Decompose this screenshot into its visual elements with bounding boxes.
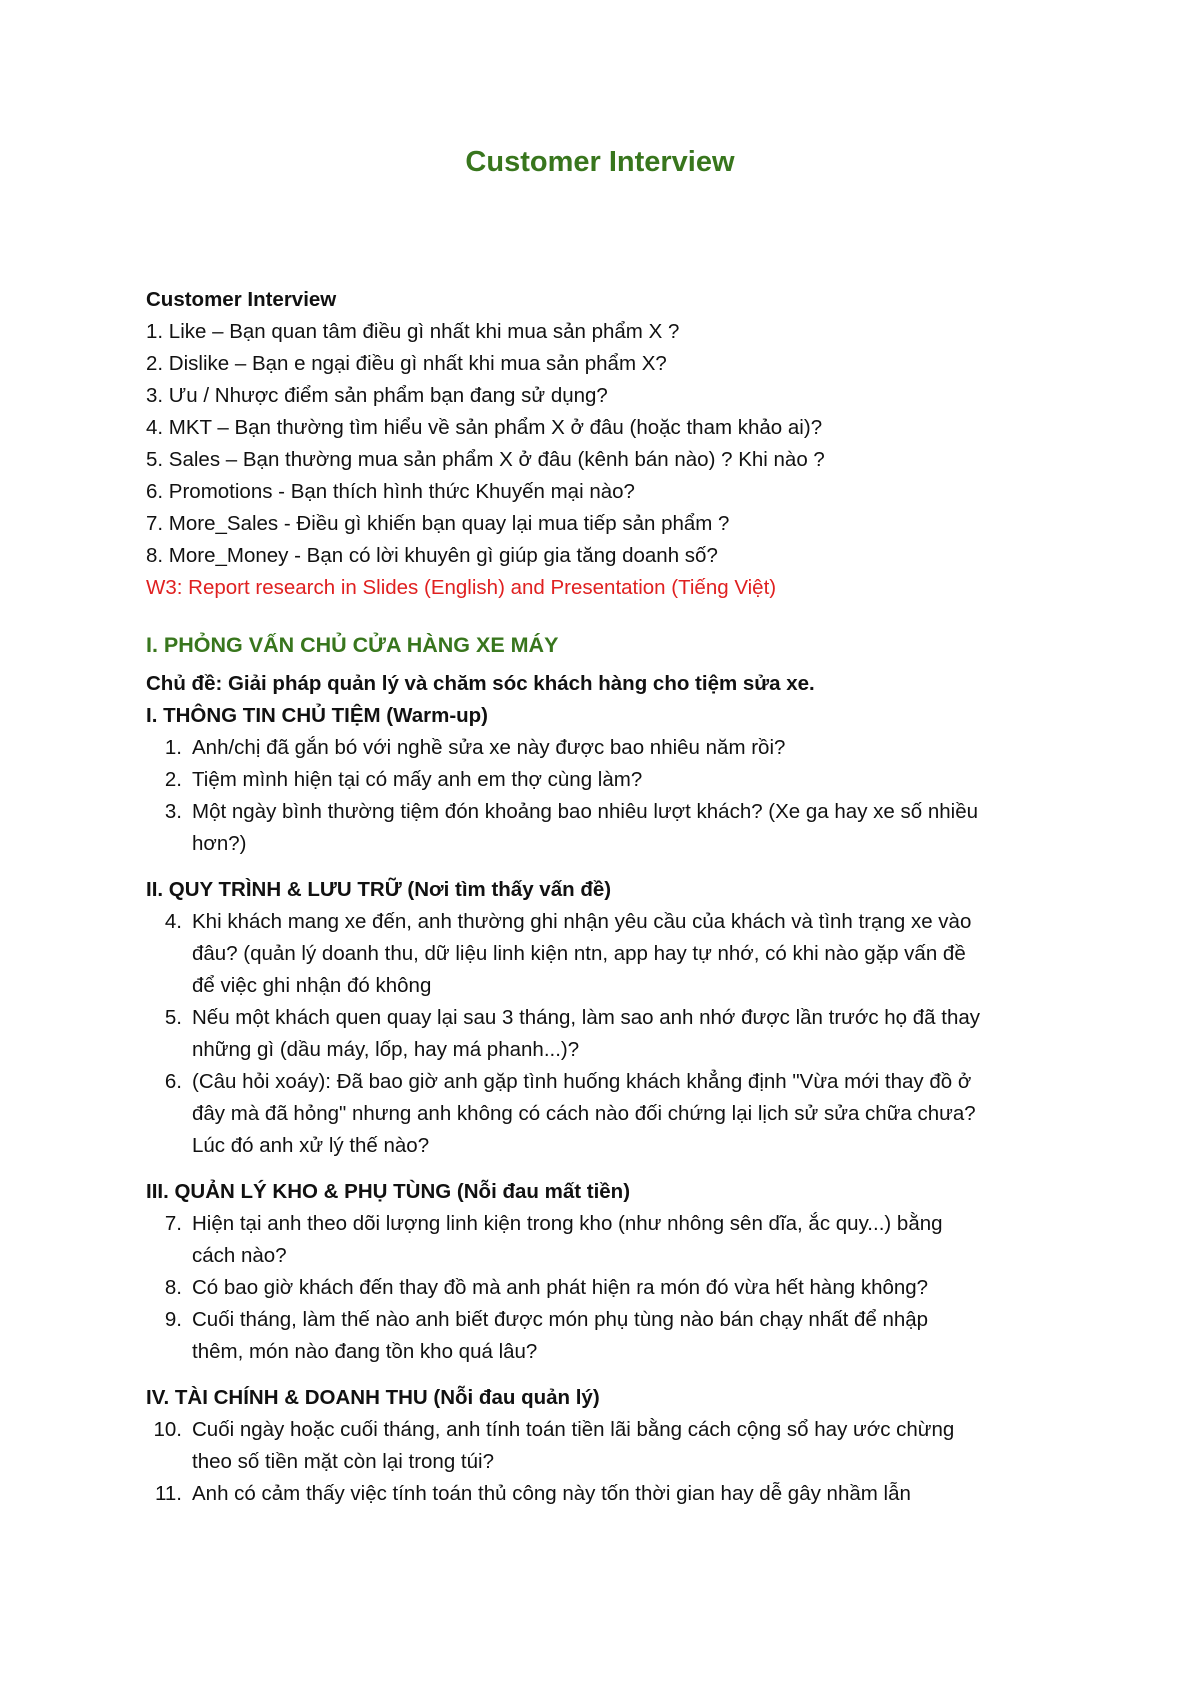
intro-item: 3. Ưu / Nhược điểm sản phẩm bạn đang sử dụng? <box>146 384 608 407</box>
question-text-line: Anh có cảm thấy việc tính toán thủ công này tốn thời gian hay dễ gây nhầm lẫn <box>192 1482 911 1505</box>
question-item <box>146 1002 1076 1066</box>
question-item <box>146 906 1076 1002</box>
question-text-line: cách nào? <box>192 1244 287 1267</box>
question-number: 1. <box>164 736 182 759</box>
question-number: 9. <box>164 1308 182 1331</box>
question-item <box>146 1414 1076 1478</box>
question-number: 10. <box>153 1418 182 1441</box>
question-text-line: những gì (dầu máy, lốp, hay má phanh...)? <box>192 1038 580 1061</box>
question-sections <box>146 700 1076 1510</box>
question-text-line: đây mà đã hỏng" nhưng anh không có cách nào đối chứng lại lịch sử sửa chữa chưa? <box>192 1102 976 1125</box>
question-number: 6. <box>164 1070 182 1093</box>
question-number: 7. <box>164 1212 182 1235</box>
question-text-line: Một ngày bình thường tiệm đón khoảng bao nhiêu lượt khách? (Xe ga hay xe số nhiều <box>192 800 979 823</box>
question-text-line: Nếu một khách quen quay lại sau 3 tháng, làm sao anh nhớ được lần trước họ đã thay <box>192 1006 981 1029</box>
question-item <box>146 1272 1076 1304</box>
question-text-line: Anh/chị đã gắn bó với nghề sửa xe này được bao nhiêu năm rồi? <box>192 736 786 759</box>
question-list <box>146 906 1076 1162</box>
question-item <box>146 1478 1076 1510</box>
intro-item: 2. Dislike – Bạn e ngại điều gì nhất khi mua sản phẩm X? <box>146 352 667 375</box>
intro-note: W3: Report research in Slides (English) and Presentation (Tiếng Việt) <box>146 576 777 599</box>
question-item <box>146 1304 1076 1368</box>
intro-item: 1. Like – Bạn quan tâm điều gì nhất khi mua sản phẩm X ? <box>146 320 680 343</box>
question-text-line: Có bao giờ khách đến thay đồ mà anh phát hiện ra món đó vừa hết hàng không? <box>192 1276 929 1299</box>
question-list <box>146 1414 1076 1510</box>
question-text-line: hơn?) <box>192 832 247 855</box>
section-title: III. QUẢN LÝ KHO & PHỤ TÙNG (Nỗi đau mất tiền) <box>146 1180 631 1203</box>
intro-item: 6. Promotions - Bạn thích hình thức Khuyến mại nào? <box>146 480 635 503</box>
question-text-line: (Câu hỏi xoáy): Đã bao giờ anh gặp tình huống khách khẳng định "Vừa mới thay đồ ở <box>192 1070 972 1093</box>
question-number: 3. <box>164 800 182 823</box>
intro-item: 4. MKT – Bạn thường tìm hiểu về sản phẩm X ở đâu (hoặc tham khảo ai)? <box>146 416 823 439</box>
page-title: Customer Interview <box>465 146 735 178</box>
part-heading: I. PHỎNG VẤN CHỦ CỬA HÀNG XE MÁY <box>146 633 559 657</box>
section-title: II. QUY TRÌNH & LƯU TRỮ (Nơi tìm thấy vấn đề) <box>146 878 612 901</box>
question-number: 2. <box>164 768 182 791</box>
question-item <box>146 764 1076 796</box>
question-text-line: Cuối ngày hoặc cuối tháng, anh tính toán tiền lãi bằng cách cộng sổ hay ước chừng <box>192 1418 955 1441</box>
question-item <box>146 1208 1076 1272</box>
intro-heading: Customer Interview <box>146 288 337 311</box>
question-text-line: thêm, món nào đang tồn kho quá lâu? <box>192 1340 538 1363</box>
question-number: 11. <box>155 1482 182 1505</box>
question-number: 5. <box>164 1006 182 1029</box>
intro-item: 8. More_Money - Bạn có lời khuyên gì giúp gia tăng doanh số? <box>146 544 718 567</box>
question-text-line: theo số tiền mặt còn lại trong túi? <box>192 1450 494 1473</box>
question-item <box>146 1066 1076 1162</box>
question-text-line: Khi khách mang xe đến, anh thường ghi nhận yêu cầu của khách và tình trạng xe vào <box>192 910 972 933</box>
question-number: 4. <box>164 910 182 933</box>
question-section <box>146 1382 1076 1510</box>
question-section <box>146 1176 1076 1368</box>
question-text-line: Hiện tại anh theo dõi lượng linh kiện trong kho (như nhông sên dĩa, ắc quy...) bằng <box>192 1212 943 1235</box>
section-title: IV. TÀI CHÍNH & DOANH THU (Nỗi đau quản lý) <box>146 1386 600 1409</box>
question-text-line: đâu? (quản lý doanh thu, dữ liệu linh kiện ntn, app hay tự nhớ, có khi nào gặp vấn đề <box>192 942 966 965</box>
intro-item: 5. Sales – Bạn thường mua sản phẩm X ở đâu (kênh bán nào) ? Khi nào ? <box>146 448 825 471</box>
question-section <box>146 874 1076 1162</box>
question-item <box>146 732 1076 764</box>
question-number: 8. <box>164 1276 182 1299</box>
question-section <box>146 700 1076 860</box>
question-text-line: Cuối tháng, làm thế nào anh biết được món phụ tùng nào bán chạy nhất để nhập <box>192 1308 929 1331</box>
intro-item: 7. More_Sales - Điều gì khiến bạn quay lại mua tiếp sản phẩm ? <box>146 512 730 535</box>
question-text-line: để việc ghi nhận đó không <box>192 974 432 997</box>
question-text-line: Lúc đó anh xử lý thế nào? <box>192 1134 430 1157</box>
question-list <box>146 732 1076 860</box>
document-content <box>146 284 1076 1510</box>
question-text-line: Tiệm mình hiện tại có mấy anh em thợ cùng làm? <box>192 768 643 791</box>
topic-line: Chủ đề: Giải pháp quản lý và chăm sóc khách hàng cho tiệm sửa xe. <box>146 672 815 695</box>
question-item <box>146 796 1076 860</box>
section-title: I. THÔNG TIN CHỦ TIỆM (Warm-up) <box>146 704 489 727</box>
question-list <box>146 1208 1076 1368</box>
